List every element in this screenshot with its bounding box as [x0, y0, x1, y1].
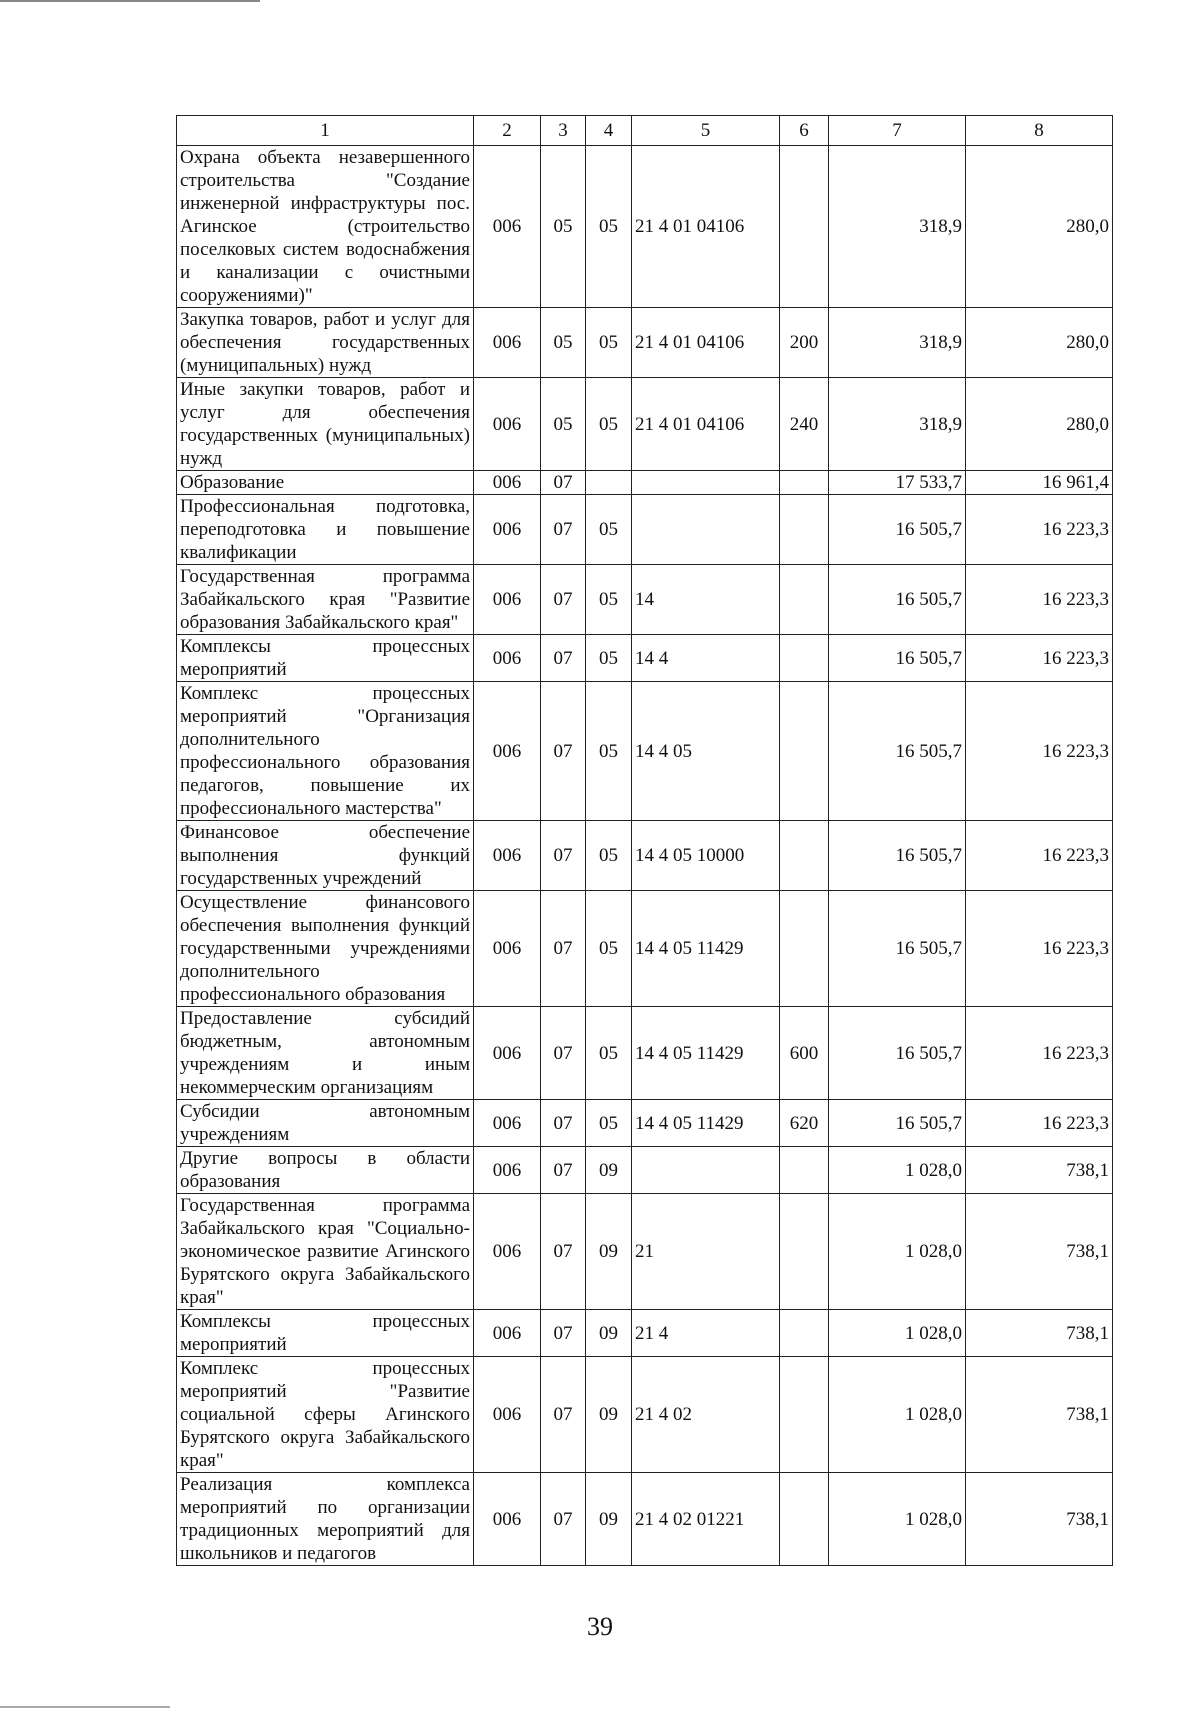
table-row — [177, 378, 1113, 471]
cell-subsection: 05 — [586, 378, 632, 471]
cell-amount-year-2: 280,0 — [966, 308, 1113, 378]
table-row — [177, 821, 1113, 891]
cell-section: 07 — [541, 1147, 586, 1194]
page-number: 39 — [587, 1612, 613, 1641]
cell-name: Комплексы процессных мероприятий — [177, 635, 474, 682]
cell-ministry-code: 006 — [474, 1007, 541, 1100]
cell-amount-year-2: 738,1 — [966, 1473, 1113, 1566]
cell-ministry-code: 006 — [474, 1147, 541, 1194]
cell-name: Охрана объекта незавершенного строительства "Создание инженерной инфраструктуры пос. Агинское (строительство поселковых систем водоснабжения и канализации с очистными сооружениями)" — [177, 146, 474, 308]
cell-amount-year-2: 738,1 — [966, 1310, 1113, 1357]
table-row — [177, 146, 1113, 308]
cell-target-article: 14 4 05 11429 — [632, 1100, 780, 1147]
scan-edge-top — [0, 0, 260, 2]
cell-subsection: 09 — [586, 1194, 632, 1310]
cell-subsection: 05 — [586, 565, 632, 635]
cell-amount-year-2: 738,1 — [966, 1357, 1113, 1473]
cell-ministry-code: 006 — [474, 471, 541, 495]
cell-subsection: 05 — [586, 1100, 632, 1147]
cell-section: 07 — [541, 1007, 586, 1100]
cell-amount-year-1: 1 028,0 — [829, 1357, 966, 1473]
cell-amount-year-1: 1 028,0 — [829, 1310, 966, 1357]
cell-ministry-code: 006 — [474, 146, 541, 308]
cell-name: Комплексы процессных мероприятий — [177, 1310, 474, 1357]
cell-ministry-code: 006 — [474, 1473, 541, 1566]
cell-target-article: 14 4 05 — [632, 682, 780, 821]
cell-target-article: 21 4 — [632, 1310, 780, 1357]
cell-section: 05 — [541, 378, 586, 471]
cell-expense-type — [780, 1357, 829, 1473]
cell-amount-year-1: 16 505,7 — [829, 682, 966, 821]
cell-subsection: 09 — [586, 1357, 632, 1473]
table-row — [177, 308, 1113, 378]
cell-ministry-code: 006 — [474, 378, 541, 471]
table-row — [177, 635, 1113, 682]
cell-amount-year-2: 16 223,3 — [966, 1007, 1113, 1100]
cell-name: Государственная программа Забайкальского края "Социально-экономическое развитие Агинского Бурятского округа Забайкальского края" — [177, 1194, 474, 1310]
cell-amount-year-1: 16 505,7 — [829, 891, 966, 1007]
cell-expense-type — [780, 635, 829, 682]
cell-expense-type — [780, 1194, 829, 1310]
cell-section: 07 — [541, 1100, 586, 1147]
cell-ministry-code: 006 — [474, 1357, 541, 1473]
cell-section: 07 — [541, 565, 586, 635]
cell-subsection: 05 — [586, 635, 632, 682]
cell-subsection: 05 — [586, 821, 632, 891]
cell-amount-year-1: 16 505,7 — [829, 565, 966, 635]
cell-name: Другие вопросы в области образования — [177, 1147, 474, 1194]
cell-expense-type: 240 — [780, 378, 829, 471]
cell-expense-type: 620 — [780, 1100, 829, 1147]
cell-name: Осуществление финансового обеспечения выполнения функций государственными учреждениями дополнительного профессионального образования — [177, 891, 474, 1007]
cell-target-article: 21 4 01 04106 — [632, 308, 780, 378]
header-col-2: 2 — [474, 116, 541, 146]
table-row — [177, 565, 1113, 635]
cell-subsection: 05 — [586, 891, 632, 1007]
cell-target-article: 14 4 05 10000 — [632, 821, 780, 891]
cell-ministry-code: 006 — [474, 565, 541, 635]
cell-name: Предоставление субсидий бюджетным, автономным учреждениям и иным некоммерческим организациям — [177, 1007, 474, 1100]
cell-subsection: 05 — [586, 1007, 632, 1100]
cell-amount-year-1: 16 505,7 — [829, 1007, 966, 1100]
cell-ministry-code: 006 — [474, 891, 541, 1007]
header-col-4: 4 — [586, 116, 632, 146]
cell-subsection: 09 — [586, 1147, 632, 1194]
cell-section: 07 — [541, 891, 586, 1007]
cell-section: 07 — [541, 821, 586, 891]
table-row — [177, 1007, 1113, 1100]
cell-amount-year-2: 16 961,4 — [966, 471, 1113, 495]
cell-amount-year-2: 280,0 — [966, 146, 1113, 308]
cell-expense-type — [780, 1310, 829, 1357]
cell-expense-type — [780, 471, 829, 495]
cell-name: Образование — [177, 471, 474, 495]
header-col-3: 3 — [541, 116, 586, 146]
cell-amount-year-1: 16 505,7 — [829, 635, 966, 682]
cell-amount-year-1: 16 505,7 — [829, 1100, 966, 1147]
cell-amount-year-1: 318,9 — [829, 308, 966, 378]
table-row — [177, 682, 1113, 821]
header-col-7: 7 — [829, 116, 966, 146]
cell-ministry-code: 006 — [474, 821, 541, 891]
cell-name: Комплекс процессных мероприятий "Организация дополнительного профессионального образования педагогов, повышение их профессионального мастерства" — [177, 682, 474, 821]
cell-amount-year-2: 16 223,3 — [966, 495, 1113, 565]
cell-expense-type: 600 — [780, 1007, 829, 1100]
cell-expense-type — [780, 682, 829, 821]
cell-target-article — [632, 1147, 780, 1194]
cell-amount-year-1: 1 028,0 — [829, 1194, 966, 1310]
table-row — [177, 495, 1113, 565]
cell-target-article: 14 4 05 11429 — [632, 891, 780, 1007]
cell-amount-year-1: 318,9 — [829, 146, 966, 308]
cell-subsection: 09 — [586, 1310, 632, 1357]
cell-target-article: 14 4 — [632, 635, 780, 682]
cell-ministry-code: 006 — [474, 682, 541, 821]
header-col-5: 5 — [632, 116, 780, 146]
cell-expense-type — [780, 891, 829, 1007]
cell-subsection: 05 — [586, 682, 632, 821]
cell-name: Иные закупки товаров, работ и услуг для обеспечения государственных (муниципальных) нужд — [177, 378, 474, 471]
cell-amount-year-2: 16 223,3 — [966, 635, 1113, 682]
table-row — [177, 1310, 1113, 1357]
cell-amount-year-2: 16 223,3 — [966, 821, 1113, 891]
cell-section: 07 — [541, 1357, 586, 1473]
cell-expense-type — [780, 1473, 829, 1566]
cell-name: Комплекс процессных мероприятий "Развитие социальной сферы Агинского Бурятского округа Забайкальского края" — [177, 1357, 474, 1473]
cell-amount-year-2: 738,1 — [966, 1147, 1113, 1194]
table-row — [177, 1473, 1113, 1566]
cell-amount-year-1: 16 505,7 — [829, 821, 966, 891]
cell-name: Государственная программа Забайкальского края "Развитие образования Забайкальского края" — [177, 565, 474, 635]
scan-edge-bottom — [0, 1706, 170, 1708]
cell-target-article: 21 4 01 04106 — [632, 146, 780, 308]
cell-expense-type — [780, 565, 829, 635]
cell-expense-type — [780, 495, 829, 565]
table-body — [177, 146, 1113, 1566]
cell-amount-year-2: 16 223,3 — [966, 891, 1113, 1007]
cell-amount-year-2: 16 223,3 — [966, 1100, 1113, 1147]
cell-name: Закупка товаров, работ и услуг для обеспечения государственных (муниципальных) нужд — [177, 308, 474, 378]
cell-ministry-code: 006 — [474, 495, 541, 565]
header-col-1: 1 — [177, 116, 474, 146]
table-header-row — [177, 116, 1113, 146]
cell-amount-year-1: 16 505,7 — [829, 495, 966, 565]
cell-target-article: 14 — [632, 565, 780, 635]
cell-subsection: 05 — [586, 146, 632, 308]
cell-section: 07 — [541, 1194, 586, 1310]
table-row — [177, 1357, 1113, 1473]
cell-target-article: 21 4 02 — [632, 1357, 780, 1473]
table-row — [177, 1194, 1113, 1310]
cell-target-article: 21 — [632, 1194, 780, 1310]
cell-amount-year-2: 16 223,3 — [966, 565, 1113, 635]
cell-section: 07 — [541, 635, 586, 682]
cell-target-article: 14 4 05 11429 — [632, 1007, 780, 1100]
cell-amount-year-2: 738,1 — [966, 1194, 1113, 1310]
cell-section: 07 — [541, 471, 586, 495]
cell-subsection: 09 — [586, 1473, 632, 1566]
cell-subsection — [586, 471, 632, 495]
cell-section: 05 — [541, 308, 586, 378]
cell-expense-type — [780, 146, 829, 308]
table-row — [177, 1147, 1113, 1194]
cell-ministry-code: 006 — [474, 635, 541, 682]
header-col-6: 6 — [780, 116, 829, 146]
cell-name: Финансовое обеспечение выполнения функций государственных учреждений — [177, 821, 474, 891]
cell-expense-type — [780, 821, 829, 891]
cell-target-article: 21 4 01 04106 — [632, 378, 780, 471]
cell-amount-year-2: 16 223,3 — [966, 682, 1113, 821]
cell-amount-year-1: 17 533,7 — [829, 471, 966, 495]
cell-subsection: 05 — [586, 495, 632, 565]
cell-amount-year-1: 318,9 — [829, 378, 966, 471]
cell-ministry-code: 006 — [474, 308, 541, 378]
cell-section: 05 — [541, 146, 586, 308]
cell-target-article — [632, 471, 780, 495]
cell-subsection: 05 — [586, 308, 632, 378]
cell-section: 07 — [541, 495, 586, 565]
cell-expense-type — [780, 1147, 829, 1194]
budget-table — [176, 115, 1113, 1566]
cell-target-article — [632, 495, 780, 565]
cell-amount-year-1: 1 028,0 — [829, 1147, 966, 1194]
cell-target-article: 21 4 02 01221 — [632, 1473, 780, 1566]
cell-expense-type: 200 — [780, 308, 829, 378]
cell-name: Субсидии автономным учреждениям — [177, 1100, 474, 1147]
cell-name: Профессиональная подготовка, переподготовка и повышение квалификации — [177, 495, 474, 565]
cell-amount-year-2: 280,0 — [966, 378, 1113, 471]
cell-amount-year-1: 1 028,0 — [829, 1473, 966, 1566]
cell-section: 07 — [541, 682, 586, 821]
cell-section: 07 — [541, 1310, 586, 1357]
cell-section: 07 — [541, 1473, 586, 1566]
table-row — [177, 891, 1113, 1007]
cell-ministry-code: 006 — [474, 1194, 541, 1310]
cell-ministry-code: 006 — [474, 1310, 541, 1357]
table-row — [177, 471, 1113, 495]
cell-name: Реализация комплекса мероприятий по организации традиционных мероприятий для школьников и педагогов — [177, 1473, 474, 1566]
cell-ministry-code: 006 — [474, 1100, 541, 1147]
table-row — [177, 1100, 1113, 1147]
header-col-8: 8 — [966, 116, 1113, 146]
